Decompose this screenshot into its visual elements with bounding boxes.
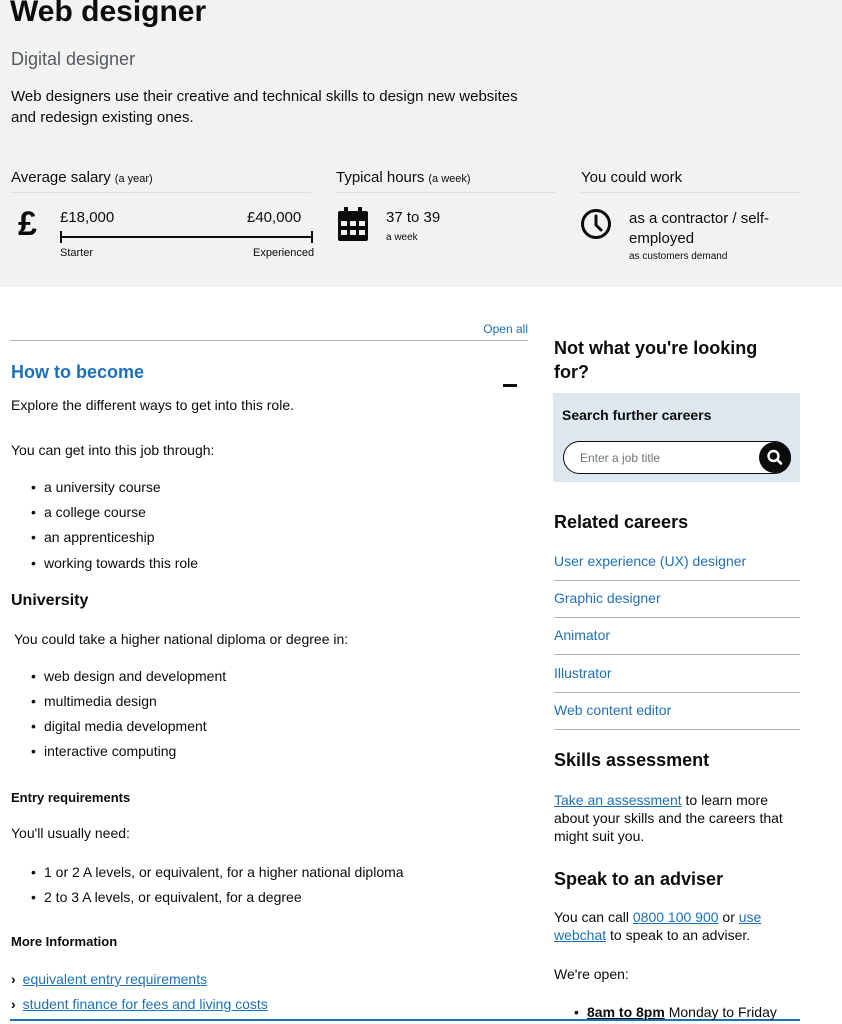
list-item: • web design and development	[44, 668, 226, 684]
experienced-salary: £40,000	[247, 209, 302, 226]
skills-assessment-text: Take an assessment to learn more about your skills and the careers that might suit you.	[554, 792, 783, 844]
work-value: as a contractor / self-employed	[629, 210, 770, 247]
list-item: • an apprenticeship	[44, 529, 155, 545]
list-item: • 2 to 3 A levels, or equivalent, for a degree	[44, 889, 302, 905]
clock-icon	[580, 208, 612, 240]
not-looking-heading: Not what you're looking for?	[554, 338, 758, 382]
alternative-title: Digital designer	[11, 49, 136, 69]
work-label: You could work	[581, 169, 683, 186]
related-career-link[interactable]: User experience (UX) designer	[554, 544, 800, 581]
phone-link[interactable]: 0800 100 900	[632, 909, 719, 925]
related-career-link[interactable]: Animator	[554, 618, 800, 655]
pound-icon: £	[18, 205, 37, 243]
related-career-link[interactable]: Illustrator	[554, 656, 800, 693]
salary-label: Average salary (a year)	[11, 169, 153, 186]
adviser-text: You can call 0800 100 900 or use webchat to speak to an adviser.	[554, 909, 762, 943]
career-search-panel	[553, 393, 800, 482]
list-item: • a university course	[44, 479, 161, 495]
work-caption: as customers demand	[629, 251, 728, 262]
webchat-link[interactable]: use webchat	[554, 909, 762, 943]
search-icon	[759, 442, 791, 473]
search-button[interactable]	[759, 442, 791, 473]
hours-caption: a week	[386, 232, 418, 243]
salary-unit: (a year)	[114, 173, 153, 185]
divider	[336, 192, 556, 193]
chevron-right-icon: ›	[11, 996, 16, 1012]
list-item: • working towards this role	[44, 555, 198, 571]
university-intro: You could take a higher national diploma or degree in:	[14, 631, 349, 647]
divider	[581, 192, 801, 193]
entry-intro: You'll usually need:	[11, 825, 130, 841]
collapse-icon[interactable]	[503, 384, 517, 387]
career-summary: Web designers use their creative and technical skills to design new websites and redesign existing ones.	[11, 88, 518, 126]
related-career-link[interactable]: Graphic designer	[554, 581, 800, 618]
more-information-heading: More Information	[11, 934, 118, 949]
search-label: Search further careers	[562, 407, 712, 423]
opening-hours-item: • 8am to 8pm Monday to Friday	[587, 1004, 777, 1020]
search-input[interactable]	[563, 441, 791, 474]
related-career-link[interactable]: Web content editor	[554, 693, 800, 730]
chevron-right-icon: ›	[11, 971, 16, 987]
list-item: • digital media development	[44, 718, 207, 734]
divider	[11, 192, 311, 193]
hours-label: Typical hours (a week)	[336, 169, 471, 186]
starter-label: Starter	[60, 247, 94, 259]
routes-intro: You can get into this job through:	[11, 442, 215, 458]
salary-range-bar	[60, 236, 313, 238]
opening-hours-heading: We're open:	[554, 966, 629, 982]
list-item: • multimedia design	[44, 693, 157, 709]
list-item: • interactive computing	[44, 743, 176, 759]
student-finance-link[interactable]: › student finance for fees and living costs	[11, 996, 268, 1012]
equivalent-entry-link[interactable]: › equivalent entry requirements	[11, 971, 208, 987]
list-item: • 1 or 2 A levels, or equivalent, for a higher national diploma	[44, 864, 404, 880]
adviser-heading: Speak to an adviser	[554, 869, 724, 889]
hours-unit: (a week)	[428, 173, 471, 185]
how-to-become-heading[interactable]: How to become	[11, 362, 145, 382]
skills-assessment-heading: Skills assessment	[554, 750, 710, 770]
experienced-label: Experienced	[253, 247, 315, 259]
career-hero	[0, 0, 842, 287]
section-divider	[10, 340, 528, 341]
starter-salary: £18,000	[60, 209, 115, 226]
salary-range-tick-end	[311, 231, 313, 243]
hours-value: 37 to 39	[386, 209, 441, 226]
take-assessment-link[interactable]: Take an assessment	[554, 792, 682, 808]
calendar-icon	[338, 207, 368, 241]
salary-range-tick-start	[60, 231, 62, 243]
how-to-become-intro: Explore the different ways to get into this role.	[11, 397, 295, 413]
open-all-link[interactable]: Open all	[483, 322, 528, 336]
related-careers-heading: Related careers	[554, 512, 689, 532]
list-item: • a college course	[44, 504, 146, 520]
entry-requirements-heading: Entry requirements	[11, 790, 131, 805]
page-title: Web designer	[10, 0, 207, 28]
university-heading: University	[11, 592, 89, 609]
